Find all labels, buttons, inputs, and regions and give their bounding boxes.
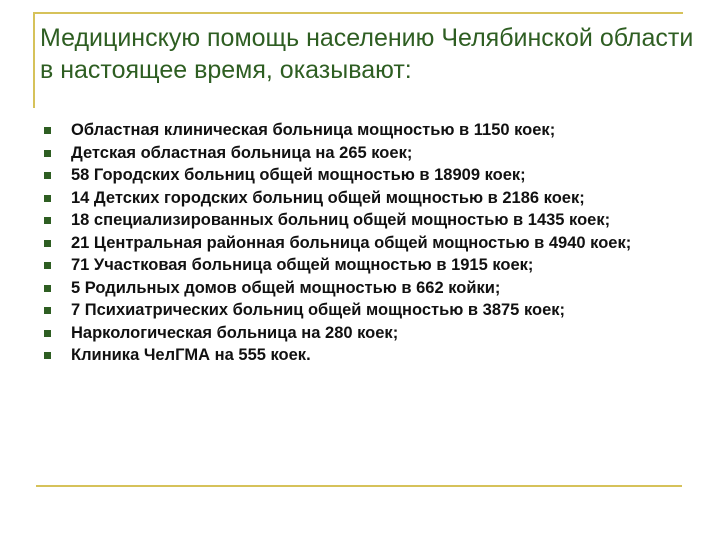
list-item: [44, 301, 684, 320]
list-item-text: 7 Психиатрических больниц общей мощностью в 3875 коек;: [71, 301, 565, 319]
frame-top-line: [33, 12, 683, 14]
slide-title: Медицинскую помощь населению Челябинской области в настоящее время, оказывают:: [40, 24, 694, 84]
list-item: [44, 189, 684, 208]
square-bullet-icon: [44, 195, 51, 202]
list-item-text: Клиника ЧелГМА на 555 коек.: [71, 346, 311, 364]
list-item-text: 18 специализированных больниц общей мощностью в 1435 коек;: [71, 211, 611, 229]
frame-bottom-line: [36, 485, 682, 487]
frame-left-line: [33, 12, 35, 108]
square-bullet-icon: [44, 150, 51, 157]
square-bullet-icon: [44, 262, 51, 269]
square-bullet-icon: [44, 352, 51, 359]
list-item: [44, 256, 684, 275]
list-item-text: Областная клиническая больница мощностью в 1150 коек;: [71, 121, 556, 139]
square-bullet-icon: [44, 127, 51, 134]
list-item: [44, 279, 684, 298]
list-item: [44, 324, 684, 343]
list-item: [44, 346, 684, 365]
list-item: [44, 121, 684, 140]
list-item: [44, 234, 684, 253]
list-item-text: Детская областная больница на 265 коек;: [71, 143, 413, 162]
square-bullet-icon: [44, 217, 51, 224]
list-item-text: 71 Участковая больница общей мощностью в 1915 коек;: [71, 256, 534, 274]
list-item-text: 14 Детских городских больниц общей мощностью в 2186 коек;: [71, 188, 585, 207]
list-item-text: 21 Центральная районная больница общей мощностью в 4940 коек;: [71, 233, 632, 252]
square-bullet-icon: [44, 330, 51, 337]
list-item: [44, 211, 684, 230]
list-item-text: 58 Городских больниц общей мощностью в 18909 коек;: [71, 166, 526, 184]
square-bullet-icon: [44, 172, 51, 179]
list-item: [44, 166, 684, 185]
square-bullet-icon: [44, 307, 51, 314]
list-item-text: Наркологическая больница на 280 коек;: [71, 323, 399, 342]
square-bullet-icon: [44, 285, 51, 292]
square-bullet-icon: [44, 240, 51, 247]
list-item-text: 5 Родильных домов общей мощностью в 662 койки;: [71, 278, 501, 297]
list-item: [44, 144, 684, 163]
hospital-list: [44, 121, 684, 369]
